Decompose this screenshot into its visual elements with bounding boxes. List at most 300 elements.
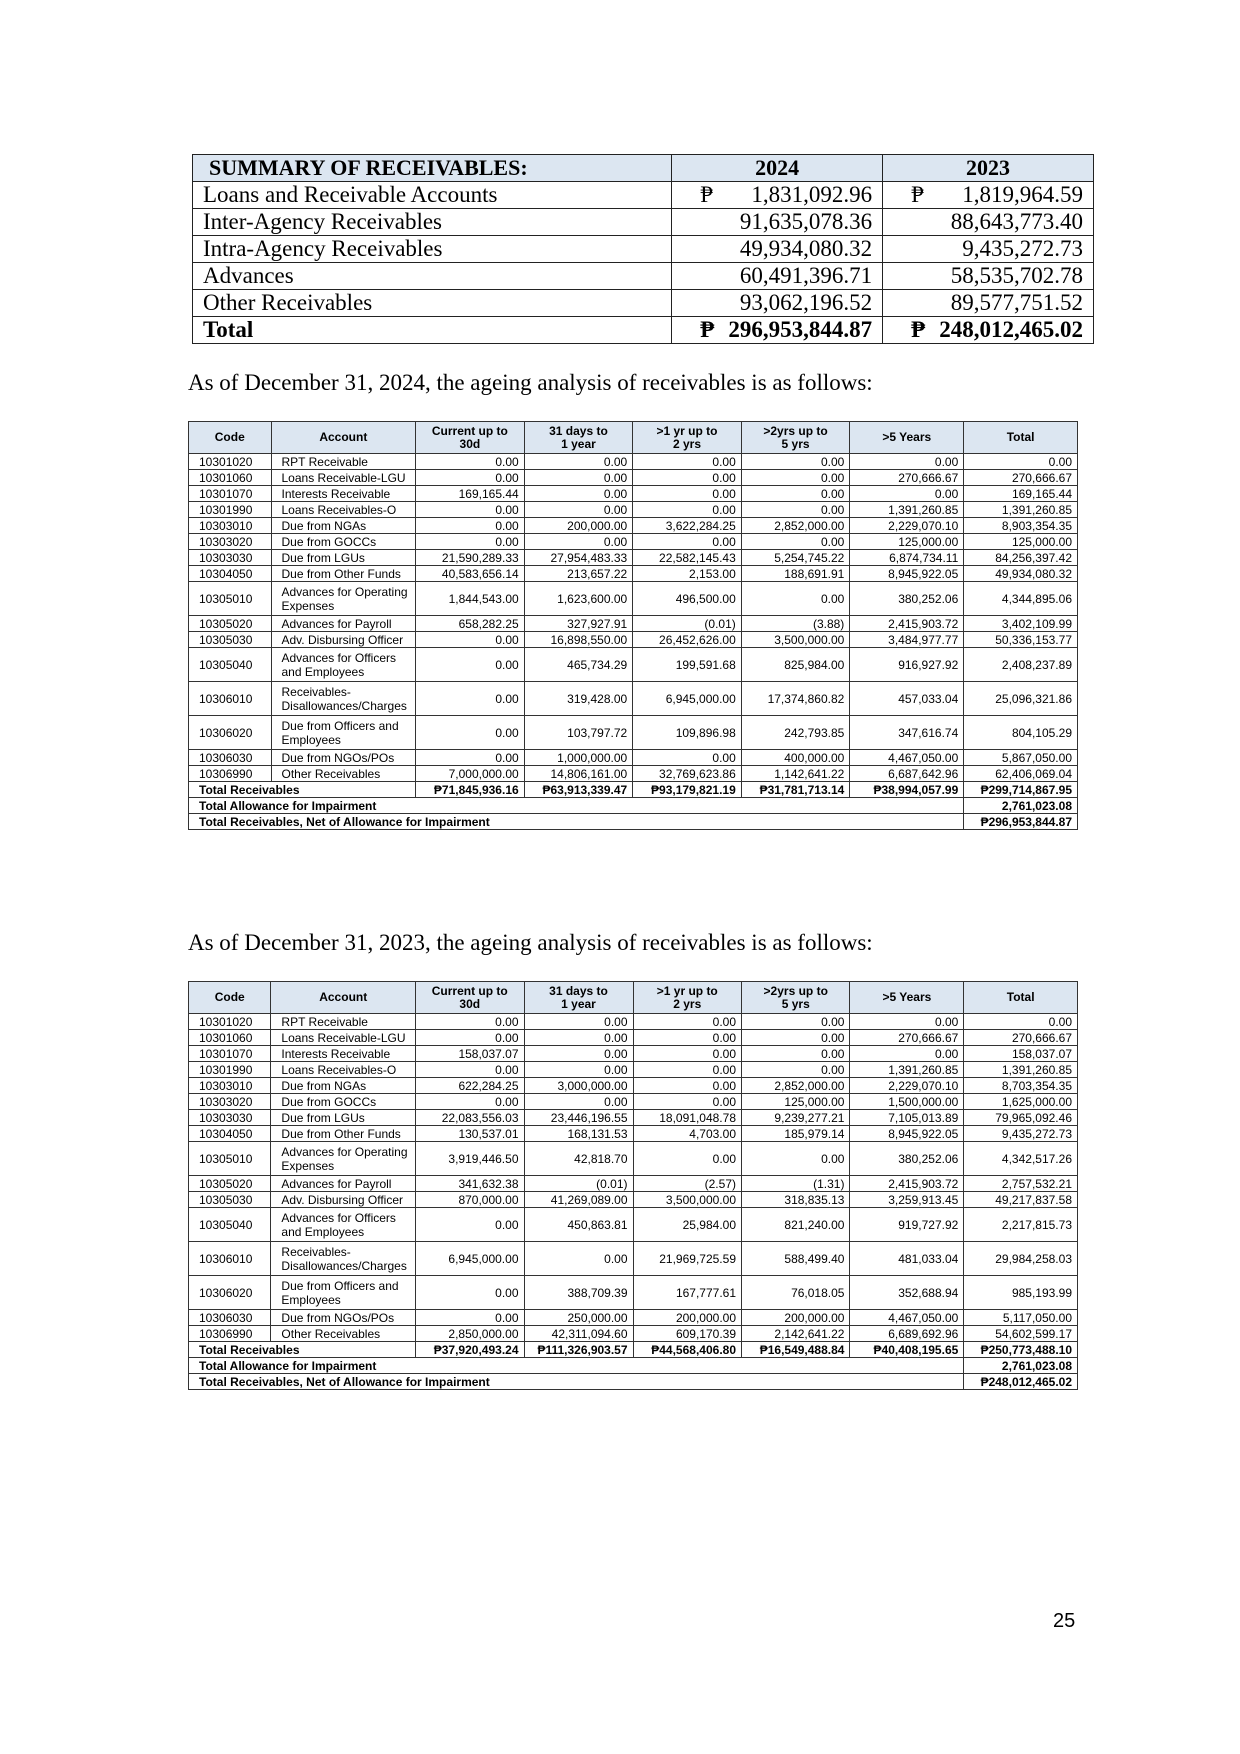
summary-row xyxy=(193,263,1094,290)
amount-cell: 109,896.98 xyxy=(633,716,742,750)
amount-cell: 0.00 xyxy=(524,534,633,550)
summary-amount-2024 xyxy=(672,263,883,290)
amount-cell: 0.00 xyxy=(416,682,525,716)
amount-cell: 2,217,815.73 xyxy=(964,1208,1078,1242)
header-total: Total xyxy=(964,422,1078,454)
amount-cell: 250,000.00 xyxy=(524,1310,633,1326)
amount-cell: 1,000,000.00 xyxy=(524,750,633,766)
amount-cell: 0.00 xyxy=(524,486,633,502)
amount-cell: 0.00 xyxy=(416,750,525,766)
summary-amount-2024 xyxy=(672,236,883,263)
allowance-label: Total Allowance for Impairment xyxy=(189,798,964,814)
amount-cell: 8,903,354.35 xyxy=(964,518,1078,534)
amount-cell: 27,954,483.33 xyxy=(524,550,633,566)
account-name: RPT Receivable xyxy=(271,1014,416,1030)
amount-cell: 130,537.01 xyxy=(416,1126,524,1142)
amount-cell: 1,391,260.85 xyxy=(964,502,1078,518)
amount-cell: (1.31) xyxy=(742,1176,850,1192)
amount-cell: 49,217,837.58 xyxy=(964,1192,1078,1208)
total-amount-cell: ₱40,408,195.65 xyxy=(850,1342,964,1358)
summary-row xyxy=(193,182,1094,209)
account-name: Due from NGAs xyxy=(271,1078,416,1094)
amount-cell: 4,703.00 xyxy=(633,1126,741,1142)
amount-cell: 825,984.00 xyxy=(741,648,850,682)
account-name: Due from LGUs xyxy=(271,1110,416,1126)
header-current-30d: Current up to 30d xyxy=(416,422,525,454)
amount-cell: 158,037.07 xyxy=(416,1046,524,1062)
amount-cell: 158,037.07 xyxy=(964,1046,1078,1062)
amount-cell: 8,703,354.35 xyxy=(964,1078,1078,1094)
amount-cell: 0.00 xyxy=(524,1030,633,1046)
summary-row xyxy=(193,290,1094,317)
account-name: Other Receivables xyxy=(271,766,416,782)
amount-cell: 125,000.00 xyxy=(742,1094,850,1110)
amount-cell: 2,852,000.00 xyxy=(741,518,850,534)
summary-value: 296,953,844.87 xyxy=(728,317,873,342)
account-name: Advances for Payroll xyxy=(271,1176,416,1192)
amount-cell: 0.00 xyxy=(633,1094,741,1110)
amount-cell: 21,969,725.59 xyxy=(633,1242,741,1276)
amount-cell: 3,402,109.99 xyxy=(964,616,1078,632)
account-code: 10301070 xyxy=(189,1046,271,1062)
amount-cell: (3.88) xyxy=(741,616,850,632)
table-row xyxy=(189,502,1078,518)
amount-cell: 16,898,550.00 xyxy=(524,632,633,648)
summary-value: 60,491,396.71 xyxy=(739,263,873,288)
total-receivables-row xyxy=(189,782,1078,798)
table-row xyxy=(189,1046,1078,1062)
table-row xyxy=(189,486,1078,502)
summary-year-2024: 2024 xyxy=(672,155,883,182)
amount-cell: 2,850,000.00 xyxy=(416,1326,524,1342)
net-receivables-amount: ₱296,953,844.87 xyxy=(964,814,1078,830)
account-code: 10301070 xyxy=(189,486,272,502)
amount-cell: 0.00 xyxy=(416,1062,524,1078)
table-row xyxy=(189,1110,1078,1126)
account-code: 10305010 xyxy=(189,582,272,616)
amount-cell: 50,336,153.77 xyxy=(964,632,1078,648)
account-name: Adv. Disbursing Officer xyxy=(271,1192,416,1208)
amount-cell: 0.00 xyxy=(416,470,525,486)
header-total: Total xyxy=(964,982,1078,1014)
peso-sign: ₱ xyxy=(700,317,715,342)
table-row xyxy=(189,518,1078,534)
account-name: Interests Receivable xyxy=(271,486,416,502)
amount-cell: 42,818.70 xyxy=(524,1142,633,1176)
amount-cell: 870,000.00 xyxy=(416,1192,524,1208)
page-number: 25 xyxy=(1053,1610,1076,1632)
amount-cell: 0.00 xyxy=(416,648,525,682)
amount-cell: 0.00 xyxy=(416,1208,524,1242)
amount-cell: 0.00 xyxy=(633,1030,741,1046)
amount-cell: 3,919,446.50 xyxy=(416,1142,524,1176)
amount-cell: 0.00 xyxy=(850,486,964,502)
amount-cell: 29,984,258.03 xyxy=(964,1242,1078,1276)
total-amount-cell: ₱16,549,488.84 xyxy=(742,1342,850,1358)
amount-cell: 0.00 xyxy=(850,1014,964,1030)
total-amount-cell: ₱44,568,406.80 xyxy=(633,1342,741,1358)
amount-cell: 18,091,048.78 xyxy=(633,1110,741,1126)
account-code: 10306010 xyxy=(189,1242,271,1276)
amount-cell: 7,000,000.00 xyxy=(416,766,525,782)
account-name: Due from NGAs xyxy=(271,518,416,534)
amount-cell: 8,945,922.05 xyxy=(850,566,964,582)
amount-cell: 0.00 xyxy=(633,454,742,470)
net-receivables-label: Total Receivables, Net of Allowance for Impairment xyxy=(189,814,964,830)
amount-cell: 0.00 xyxy=(633,486,742,502)
amount-cell: 0.00 xyxy=(741,502,850,518)
account-code: 10306990 xyxy=(189,1326,271,1342)
header-1-to-2-yrs: >1 yr up to 2 yrs xyxy=(633,422,742,454)
amount-cell: 1,844,543.00 xyxy=(416,582,525,616)
account-name: Interests Receivable xyxy=(271,1046,416,1062)
total-amount-cell: ₱250,773,488.10 xyxy=(964,1342,1078,1358)
amount-cell: 6,874,734.11 xyxy=(850,550,964,566)
header-31-days-1-year: 31 days to 1 year xyxy=(524,982,633,1014)
peso-sign: ₱ xyxy=(700,182,714,207)
account-code: 10305040 xyxy=(189,648,272,682)
summary-amount-2024 xyxy=(672,290,883,317)
amount-cell: 3,259,913.45 xyxy=(850,1192,964,1208)
account-code: 10306990 xyxy=(189,766,272,782)
amount-cell: 200,000.00 xyxy=(742,1310,850,1326)
table-row xyxy=(189,750,1078,766)
account-name: Due from Officers and Employees xyxy=(271,716,416,750)
account-name: Receivables- Disallowances/Charges xyxy=(271,682,416,716)
summary-value: 88,643,773.40 xyxy=(950,209,1083,234)
header-code: Code xyxy=(189,982,271,1014)
amount-cell: 0.00 xyxy=(742,1030,850,1046)
amount-cell: 1,500,000.00 xyxy=(850,1094,964,1110)
amount-cell: 242,793.85 xyxy=(741,716,850,750)
account-name: Loans Receivables-O xyxy=(271,1062,416,1078)
amount-cell: 125,000.00 xyxy=(850,534,964,550)
amount-cell: 213,657.22 xyxy=(524,566,633,582)
amount-cell: 9,239,277.21 xyxy=(742,1110,850,1126)
net-receivables-amount: ₱248,012,465.02 xyxy=(964,1374,1078,1390)
amount-cell: 0.00 xyxy=(741,454,850,470)
amount-cell: 4,467,050.00 xyxy=(850,750,964,766)
ageing-intro-2024: As of December 31, 2024, the ageing analysis of receivables is as follows: xyxy=(188,370,873,395)
amount-cell: 6,945,000.00 xyxy=(633,682,742,716)
ageing-header-row xyxy=(189,422,1078,454)
account-code: 10303020 xyxy=(189,1094,271,1110)
amount-cell: 1,142,641.22 xyxy=(741,766,850,782)
amount-cell: 400,000.00 xyxy=(741,750,850,766)
amount-cell: 0.00 xyxy=(742,1142,850,1176)
amount-cell: 4,344,895.06 xyxy=(964,582,1078,616)
amount-cell: 1,391,260.85 xyxy=(850,1062,964,1078)
amount-cell: 2,229,070.10 xyxy=(850,1078,964,1094)
account-code: 10304050 xyxy=(189,1126,271,1142)
table-row xyxy=(189,1014,1078,1030)
amount-cell: 22,582,145.43 xyxy=(633,550,742,566)
header-1-to-2-yrs: >1 yr up to 2 yrs xyxy=(633,982,741,1014)
summary-label: Loans and Receivable Accounts xyxy=(193,182,672,209)
amount-cell: 0.00 xyxy=(633,502,742,518)
amount-cell: 0.00 xyxy=(416,534,525,550)
summary-total-row xyxy=(193,317,1094,344)
amount-cell: 1,391,260.85 xyxy=(850,502,964,518)
amount-cell: 2,415,903.72 xyxy=(850,1176,964,1192)
summary-amount-2024 xyxy=(672,182,883,209)
ageing-table-2024 xyxy=(188,421,1078,830)
account-name: Advances for Payroll xyxy=(271,616,416,632)
total-receivables-row xyxy=(189,1342,1078,1358)
amount-cell: 6,687,642.96 xyxy=(850,766,964,782)
amount-cell: 0.00 xyxy=(633,750,742,766)
amount-cell: 21,590,289.33 xyxy=(416,550,525,566)
table-row xyxy=(189,716,1078,750)
summary-value: 1,831,092.96 xyxy=(751,182,873,207)
table-row xyxy=(189,1030,1078,1046)
summary-amount-2023 xyxy=(883,290,1094,317)
amount-cell: 42,311,094.60 xyxy=(524,1326,633,1342)
summary-amount-2023 xyxy=(883,236,1094,263)
amount-cell: 3,484,977.77 xyxy=(850,632,964,648)
amount-cell: 5,867,050.00 xyxy=(964,750,1078,766)
account-name: Due from Officers and Employees xyxy=(271,1276,416,1310)
amount-cell: 0.00 xyxy=(633,1142,741,1176)
account-name: Advances for Officers and Employees xyxy=(271,648,416,682)
amount-cell: 0.00 xyxy=(850,454,964,470)
amount-cell: 0.00 xyxy=(633,1078,741,1094)
account-code: 10301990 xyxy=(189,1062,271,1078)
summary-of-receivables-table xyxy=(192,154,1094,344)
allowance-amount: 2,761,023.08 xyxy=(964,798,1078,814)
summary-amount-2023 xyxy=(883,317,1094,344)
amount-cell: 3,500,000.00 xyxy=(741,632,850,648)
header-account: Account xyxy=(271,422,416,454)
amount-cell: 0.00 xyxy=(416,518,525,534)
account-code: 10301060 xyxy=(189,1030,271,1046)
amount-cell: 481,033.04 xyxy=(850,1242,964,1276)
amount-cell: 450,863.81 xyxy=(524,1208,633,1242)
amount-cell: 622,284.25 xyxy=(416,1078,524,1094)
account-name: RPT Receivable xyxy=(271,454,416,470)
table-row xyxy=(189,648,1078,682)
account-code: 10305020 xyxy=(189,1176,271,1192)
amount-cell: 25,096,321.86 xyxy=(964,682,1078,716)
amount-cell: 2,153.00 xyxy=(633,566,742,582)
amount-cell: 3,000,000.00 xyxy=(524,1078,633,1094)
summary-value: 49,934,080.32 xyxy=(739,236,873,261)
amount-cell: 919,727.92 xyxy=(850,1208,964,1242)
account-code: 10301020 xyxy=(189,1014,271,1030)
account-name: Advances for Operating Expenses xyxy=(271,1142,416,1176)
amount-cell: 0.00 xyxy=(416,1310,524,1326)
summary-value: 93,062,196.52 xyxy=(739,290,873,315)
summary-label: Other Receivables xyxy=(193,290,672,317)
amount-cell: 916,927.92 xyxy=(850,648,964,682)
amount-cell: 0.00 xyxy=(524,1242,633,1276)
amount-cell: 5,254,745.22 xyxy=(741,550,850,566)
table-row xyxy=(189,1242,1078,1276)
summary-amount-2023 xyxy=(883,263,1094,290)
summary-amount-2024 xyxy=(672,317,883,344)
amount-cell: 0.00 xyxy=(742,1062,850,1078)
header-2-to-5-yrs: >2yrs up to 5 yrs xyxy=(742,982,850,1014)
header-31-days-1-year: 31 days to 1 year xyxy=(524,422,633,454)
amount-cell: 49,934,080.32 xyxy=(964,566,1078,582)
amount-cell: 270,666.67 xyxy=(850,470,964,486)
amount-cell: 125,000.00 xyxy=(964,534,1078,550)
amount-cell: 26,452,626.00 xyxy=(633,632,742,648)
account-code: 10301990 xyxy=(189,502,272,518)
amount-cell: 318,835.13 xyxy=(742,1192,850,1208)
account-name: Due from Other Funds xyxy=(271,1126,416,1142)
amount-cell: 54,602,599.17 xyxy=(964,1326,1078,1342)
amount-cell: 0.00 xyxy=(633,1046,741,1062)
amount-cell: 8,945,922.05 xyxy=(850,1126,964,1142)
amount-cell: 62,406,069.04 xyxy=(964,766,1078,782)
header-code: Code xyxy=(189,422,272,454)
amount-cell: 0.00 xyxy=(416,1094,524,1110)
summary-label: Advances xyxy=(193,263,672,290)
amount-cell: 2,415,903.72 xyxy=(850,616,964,632)
amount-cell: 0.00 xyxy=(741,486,850,502)
amount-cell: 1,391,260.85 xyxy=(964,1062,1078,1078)
account-name: Other Receivables xyxy=(271,1326,416,1342)
amount-cell: 270,666.67 xyxy=(850,1030,964,1046)
amount-cell: 0.00 xyxy=(741,582,850,616)
amount-cell: 4,467,050.00 xyxy=(850,1310,964,1326)
summary-amount-2024 xyxy=(672,209,883,236)
summary-value: 89,577,751.52 xyxy=(950,290,1083,315)
amount-cell: 985,193.99 xyxy=(964,1276,1078,1310)
account-code: 10306020 xyxy=(189,716,272,750)
amount-cell: 22,083,556.03 xyxy=(416,1110,524,1126)
amount-cell: 1,623,600.00 xyxy=(524,582,633,616)
header-current-30d: Current up to 30d xyxy=(416,982,524,1014)
account-code: 10306020 xyxy=(189,1276,271,1310)
amount-cell: 380,252.06 xyxy=(850,1142,964,1176)
amount-cell: 0.00 xyxy=(416,1014,524,1030)
amount-cell: 0.00 xyxy=(964,1014,1078,1030)
table-row xyxy=(189,1192,1078,1208)
amount-cell: 200,000.00 xyxy=(524,518,633,534)
allowance-label: Total Allowance for Impairment xyxy=(189,1358,964,1374)
amount-cell: 2,142,641.22 xyxy=(742,1326,850,1342)
account-code: 10303010 xyxy=(189,1078,271,1094)
account-name: Due from NGOs/POs xyxy=(271,750,416,766)
table-row xyxy=(189,766,1078,782)
header-2-to-5-yrs: >2yrs up to 5 yrs xyxy=(741,422,850,454)
total-amount-cell: ₱111,326,903.57 xyxy=(524,1342,633,1358)
amount-cell: 319,428.00 xyxy=(524,682,633,716)
amount-cell: 0.00 xyxy=(416,502,525,518)
account-code: 10305030 xyxy=(189,1192,271,1208)
amount-cell: 6,689,692.96 xyxy=(850,1326,964,1342)
account-name: Advances for Operating Expenses xyxy=(271,582,416,616)
amount-cell: 457,033.04 xyxy=(850,682,964,716)
amount-cell: 2,229,070.10 xyxy=(850,518,964,534)
amount-cell: 23,446,196.55 xyxy=(524,1110,633,1126)
table-row xyxy=(189,1142,1078,1176)
summary-row xyxy=(193,236,1094,263)
amount-cell: 9,435,272.73 xyxy=(964,1126,1078,1142)
summary-label: Intra-Agency Receivables xyxy=(193,236,672,263)
summary-value: 9,435,272.73 xyxy=(962,236,1083,261)
account-name: Due from GOCCs xyxy=(271,1094,416,1110)
table-row xyxy=(189,1078,1078,1094)
summary-year-2023: 2023 xyxy=(883,155,1094,182)
table-row xyxy=(189,1310,1078,1326)
amount-cell: 0.00 xyxy=(524,470,633,486)
account-code: 10306030 xyxy=(189,1310,271,1326)
ageing-intro-2023: As of December 31, 2023, the ageing analysis of receivables is as follows: xyxy=(188,930,873,955)
amount-cell: 0.00 xyxy=(633,1014,741,1030)
amount-cell: 5,117,050.00 xyxy=(964,1310,1078,1326)
account-name: Due from GOCCs xyxy=(271,534,416,550)
total-receivables-label: Total Receivables xyxy=(189,1342,416,1358)
amount-cell: 167,777.61 xyxy=(633,1276,741,1310)
net-receivables-label: Total Receivables, Net of Allowance for Impairment xyxy=(189,1374,964,1390)
summary-value: 1,819,964.59 xyxy=(962,182,1083,207)
peso-sign: ₱ xyxy=(911,182,924,207)
amount-cell: 347,616.74 xyxy=(850,716,964,750)
account-name: Loans Receivable-LGU xyxy=(271,1030,416,1046)
amount-cell: 0.00 xyxy=(742,1014,850,1030)
ageing-table-2023 xyxy=(188,981,1078,1390)
account-name: Adv. Disbursing Officer xyxy=(271,632,416,648)
account-name: Due from NGOs/POs xyxy=(271,1310,416,1326)
table-row xyxy=(189,1126,1078,1142)
account-name: Receivables- Disallowances/Charges xyxy=(271,1242,416,1276)
amount-cell: 0.00 xyxy=(416,454,525,470)
summary-title: SUMMARY OF RECEIVABLES: xyxy=(193,155,672,182)
table-row xyxy=(189,534,1078,550)
net-receivables-row xyxy=(189,1374,1078,1390)
amount-cell: 6,945,000.00 xyxy=(416,1242,524,1276)
table-row xyxy=(189,632,1078,648)
amount-cell: 380,252.06 xyxy=(850,582,964,616)
total-amount-cell: ₱93,179,821.19 xyxy=(633,782,742,798)
amount-cell: 0.00 xyxy=(524,1062,633,1078)
amount-cell: 658,282.25 xyxy=(416,616,525,632)
amount-cell: 0.00 xyxy=(633,470,742,486)
account-code: 10303020 xyxy=(189,534,272,550)
amount-cell: 0.00 xyxy=(850,1046,964,1062)
account-code: 10306030 xyxy=(189,750,272,766)
account-code: 10303030 xyxy=(189,550,272,566)
amount-cell: 465,734.29 xyxy=(524,648,633,682)
table-row xyxy=(189,566,1078,582)
amount-cell: (0.01) xyxy=(524,1176,633,1192)
amount-cell: 0.00 xyxy=(524,454,633,470)
summary-label: Total xyxy=(193,317,672,344)
amount-cell: 821,240.00 xyxy=(742,1208,850,1242)
peso-sign: ₱ xyxy=(911,317,926,342)
total-amount-cell: ₱37,920,493.24 xyxy=(416,1342,524,1358)
table-row xyxy=(189,682,1078,716)
account-code: 10305030 xyxy=(189,632,272,648)
table-row xyxy=(189,616,1078,632)
amount-cell: 0.00 xyxy=(416,1030,524,1046)
amount-cell: 0.00 xyxy=(742,1046,850,1062)
summary-amount-2023 xyxy=(883,209,1094,236)
net-receivables-row xyxy=(189,814,1078,830)
summary-value: 91,635,078.36 xyxy=(739,209,873,234)
table-row xyxy=(189,454,1078,470)
amount-cell: 0.00 xyxy=(633,534,742,550)
amount-cell: 84,256,397.42 xyxy=(964,550,1078,566)
amount-cell: 41,269,089.00 xyxy=(524,1192,633,1208)
amount-cell: 7,105,013.89 xyxy=(850,1110,964,1126)
header-over-5-years: >5 Years xyxy=(850,982,964,1014)
summary-value: 248,012,465.02 xyxy=(939,317,1083,342)
amount-cell: 79,965,092.46 xyxy=(964,1110,1078,1126)
